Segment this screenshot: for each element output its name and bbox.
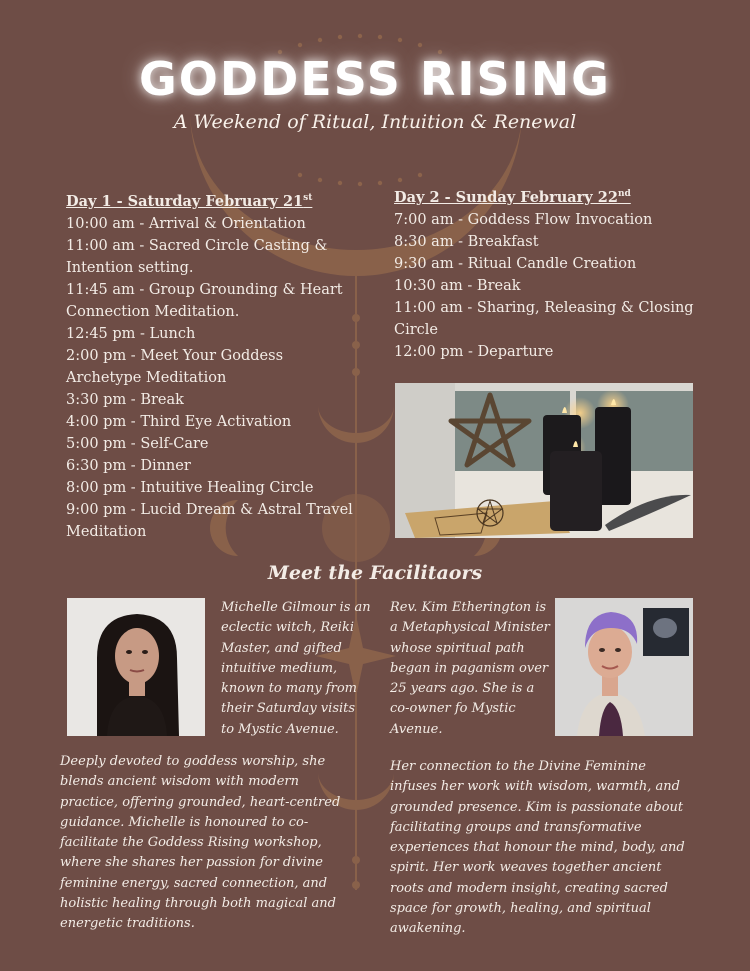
schedule-item: 10:30 am - Break	[394, 277, 521, 294]
schedule-item: 2:00 pm - Meet Your Goddess Archetype Meditation	[66, 347, 284, 386]
kim-intro: Rev. Kim Etherington is a Metaphysical Minister whose spiritual path began in paganism over 25 years ago. She is a co-owner fo Mystic Avenue.	[390, 600, 550, 737]
michelle-intro: Michelle Gilmour is an eclectic witch, Reiki Master, and gifted intuitive medium, known to many from their Saturday visits to Mystic Avenue.	[221, 600, 371, 737]
kim-portrait	[555, 598, 693, 736]
day2-schedule	[394, 183, 694, 363]
schedule-item: 8:30 am - Breakfast	[394, 233, 539, 250]
schedule-item: 5:00 pm - Self-Care	[66, 435, 209, 452]
schedule-item: 6:30 pm - Dinner	[66, 457, 191, 474]
facilitators-heading: Meet the Facilitaors	[267, 562, 483, 584]
schedule-item: 10:00 am - Arrival & Orientation	[66, 215, 306, 232]
schedule-item: 3:30 pm - Break	[66, 391, 184, 408]
michelle-portrait	[67, 598, 205, 736]
day1-schedule	[66, 187, 356, 543]
schedule-item: 8:00 pm - Intuitive Healing Circle	[66, 479, 314, 496]
page-title: GODDESS RISING	[139, 52, 611, 106]
schedule-item: 7:00 am - Goddess Flow Invocation	[394, 211, 653, 228]
kim-bio: Her connection to the Divine Feminine infuses her work with wisdom, warmth, and grounded presence. Kim is passionate about facilitating groups and transformative experiences that honour the mind, body, and spirit. Her work weaves together ancient roots and modern insight, creating sacred space for growth, healing, and spiritual awakening.	[390, 759, 685, 937]
schedule-item: 11:00 am - Sacred Circle Casting & Intention setting.	[66, 237, 328, 276]
schedule-item: 9:30 am - Ritual Candle Creation	[394, 255, 637, 272]
schedule-item: 4:00 pm - Third Eye Activation	[66, 413, 292, 430]
page-subtitle: A Weekend of Ritual, Intuition & Renewal	[173, 111, 577, 133]
day1-heading: Day 1 - Saturday February 21st	[66, 192, 313, 210]
michelle-bio: Deeply devoted to goddess worship, she blends ancient wisdom with modern practice, offering grounded, heart-centred guidance. Michelle is honoured to co-facilitate the Goddess Rising workshop, where she shares her passion for divine feminine energy, sacred connection, and holistic healing through both magical and energetic traditions.	[60, 754, 341, 932]
day2-heading: Day 2 - Sunday February 22nd	[394, 188, 631, 206]
schedule-item: 12:00 pm - Departure	[394, 343, 554, 360]
schedule-item: 9:00 pm - Lucid Dream & Astral Travel Meditation	[66, 501, 353, 540]
schedule-item: 12:45 pm - Lunch	[66, 325, 196, 342]
schedule-item: 11:45 am - Group Grounding & Heart Connection Meditation.	[66, 281, 343, 320]
candle-pentacle-photo	[395, 383, 693, 538]
schedule-item: 11:00 am - Sharing, Releasing & Closing Circle	[394, 299, 694, 338]
